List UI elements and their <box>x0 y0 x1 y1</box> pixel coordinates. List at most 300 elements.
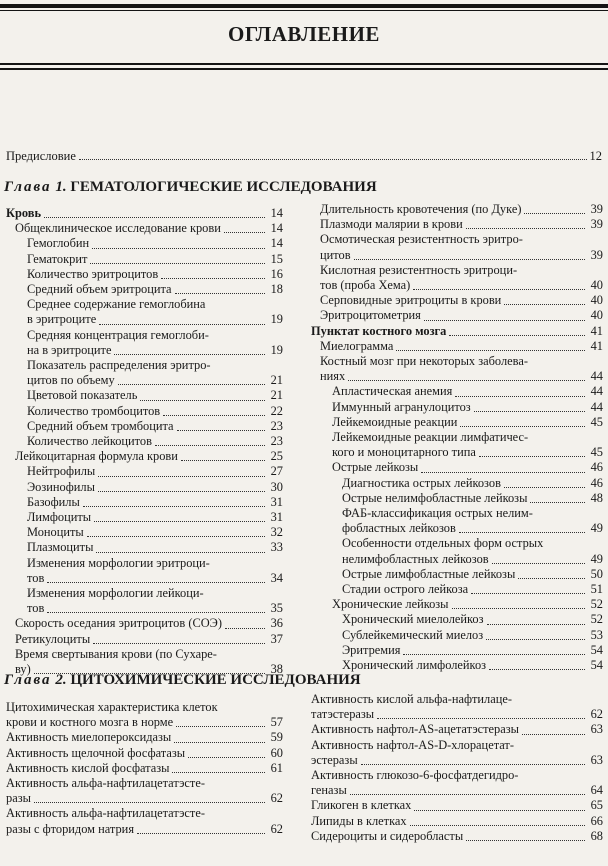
toc-entry-title: Активность альфа-нафтилацетатэсте- <box>6 806 205 821</box>
toc-entry[interactable] <box>311 552 603 567</box>
toc-entry-title: Кровь <box>6 206 42 220</box>
leader-dots <box>414 810 585 811</box>
toc-entry-title: ниях <box>320 369 346 384</box>
toc-entry-title: Средний объем эритроцита <box>27 282 172 297</box>
leader-dots <box>455 396 585 397</box>
toc-entry-page: 52 <box>590 597 603 612</box>
toc-entry-title: Пунктат костного мозга <box>311 323 447 338</box>
leader-dots <box>34 802 265 803</box>
leader-dots <box>474 411 585 412</box>
toc-entry-title: Осмотическая резистентность эритро- <box>320 232 523 247</box>
toc-entry-title: Моноциты <box>27 525 84 540</box>
toc-entry-page: 19 <box>270 312 283 327</box>
toc-entry[interactable] <box>311 768 603 783</box>
toc-entry[interactable] <box>6 282 283 297</box>
toc-entry[interactable] <box>6 746 283 761</box>
leader-dots <box>489 669 585 670</box>
toc-entry[interactable] <box>6 571 283 586</box>
toc-entry-page: 32 <box>270 525 283 540</box>
toc-entry[interactable] <box>6 404 283 419</box>
toc-entry-page: 40 <box>590 308 603 323</box>
toc-entry-page: 31 <box>270 494 283 509</box>
toc-entry-page: 60 <box>270 745 283 760</box>
toc-entry-page: 44 <box>590 369 603 384</box>
toc-entry-page: 63 <box>590 722 603 737</box>
toc-entry[interactable] <box>311 707 603 722</box>
toc-entry-title: Плазмоди малярии в крови <box>320 217 463 232</box>
toc-entry-page: 41 <box>590 338 603 353</box>
toc-entry-title: крови и костного мозга в норме <box>6 715 174 730</box>
toc-entry-page: 54 <box>590 658 603 673</box>
toc-entry-page: 51 <box>590 582 603 597</box>
toc-entry[interactable] <box>311 324 603 339</box>
leader-dots <box>466 228 585 229</box>
chapter-1-left-column <box>6 206 283 677</box>
toc-entry-title: тов <box>27 570 45 585</box>
leader-dots <box>350 794 585 795</box>
leader-dots <box>140 400 265 401</box>
leader-dots <box>94 521 265 522</box>
leader-dots <box>492 563 585 564</box>
leader-dots <box>459 532 585 533</box>
toc-entry-title: Диагностика острых лейкозов <box>342 475 501 490</box>
toc-entry[interactable] <box>6 525 283 540</box>
toc-entry-title: Кислотная резистентность эритроци- <box>320 262 518 277</box>
toc-entry-page: 23 <box>270 434 283 449</box>
toc-entry[interactable] <box>311 415 603 430</box>
toc-entry-title: тов (проба Хема) <box>320 278 411 293</box>
toc-entry-title: Сублейкемический миелоз <box>342 627 484 642</box>
toc-entry-page: 34 <box>270 570 283 585</box>
toc-entry[interactable] <box>311 202 603 217</box>
toc-entry[interactable] <box>6 312 283 327</box>
toc-entry-page: 64 <box>590 783 603 798</box>
toc-entry-page: 44 <box>590 384 603 399</box>
toc-entry-page: 45 <box>590 445 603 460</box>
page-title: ОГЛАВЛЕНИЕ <box>228 22 380 46</box>
leader-dots <box>47 582 265 583</box>
toc-entry[interactable] <box>311 506 603 521</box>
toc-entry-page: 50 <box>590 566 603 581</box>
toc-entry[interactable] <box>6 715 283 730</box>
toc-entry[interactable] <box>311 369 603 384</box>
toc-entry[interactable] <box>311 400 603 415</box>
toc-entry-page: 59 <box>270 730 283 745</box>
toc-entry-title: Липиды в клетках <box>311 813 407 828</box>
leader-dots <box>93 643 265 644</box>
toc-entry[interactable] <box>6 822 283 837</box>
toc-entry[interactable] <box>311 753 603 768</box>
toc-entry-title: разы с фторидом натрия <box>6 821 135 836</box>
toc-entry[interactable] <box>311 612 603 627</box>
toc-entry-title: Плазмоциты <box>27 540 94 555</box>
toc-entry-page: 53 <box>590 627 603 642</box>
leader-dots <box>524 213 585 214</box>
toc-entry[interactable] <box>311 536 603 551</box>
leader-dots <box>530 502 585 503</box>
toc-entry-page: 25 <box>270 449 283 464</box>
leader-dots <box>396 350 585 351</box>
toc-entry-title: Активность кислой фосфатазы <box>6 760 170 775</box>
leader-dots <box>98 491 265 492</box>
toc-entry-page: 57 <box>270 715 283 730</box>
leader-dots <box>174 742 265 743</box>
toc-entry[interactable] <box>311 814 603 829</box>
toc-entry-title: Стадии острого лейкоза <box>342 582 469 597</box>
toc-entry-title: Длительность кровотечения (по Дуке) <box>320 202 522 216</box>
toc-entry-title: тов <box>27 601 45 616</box>
toc-entry[interactable] <box>6 328 283 343</box>
toc-entry[interactable] <box>311 217 603 232</box>
toc-entry-title: Апластическая анемия <box>332 384 453 399</box>
leader-dots <box>424 320 585 321</box>
toc-entry-title: Острые лейкозы <box>332 460 419 475</box>
leader-dots <box>79 159 587 160</box>
toc-entry[interactable] <box>6 510 283 525</box>
toc-entry-title: Показатель распределения эритро- <box>27 358 211 373</box>
toc-entry-title: Лимфоциты <box>27 510 92 525</box>
toc-entry-page: 54 <box>590 642 603 657</box>
toc-entry-title: геназы <box>311 783 347 798</box>
toc-entry[interactable] <box>6 480 283 495</box>
leader-dots <box>181 460 265 461</box>
toc-entry-title: Активность миелопероксидазы <box>6 730 172 745</box>
leader-dots <box>361 764 585 765</box>
toc-entry-page: 48 <box>590 490 603 505</box>
toc-entry-page: 40 <box>590 278 603 293</box>
leader-dots <box>90 263 265 264</box>
toc-entry-title: в эритроците <box>27 312 97 327</box>
toc-entry[interactable] <box>6 388 283 403</box>
toc-entry[interactable] <box>6 806 283 821</box>
toc-entry-page: 45 <box>590 414 603 429</box>
toc-entry[interactable] <box>311 692 603 707</box>
toc-entry[interactable] <box>311 628 603 643</box>
toc-entry-page: 19 <box>270 342 283 357</box>
toc-entry-title: Хронический лимфолейкоз <box>342 658 487 673</box>
toc-entry-page: 49 <box>590 551 603 566</box>
toc-entry[interactable] <box>311 829 603 844</box>
toc-entry[interactable] <box>311 293 603 308</box>
toc-entry[interactable] <box>311 643 603 658</box>
toc-entry[interactable] <box>6 647 283 662</box>
toc-entry-title: ву) <box>15 662 31 677</box>
leader-dots <box>452 608 585 609</box>
toc-entry-title: Средняя концентрация гемоглоби- <box>27 327 209 342</box>
toc-entry[interactable] <box>6 556 283 571</box>
toc-entry-title: эстеразы <box>311 752 358 767</box>
toc-entry-title: Цветовой показатель <box>27 388 138 403</box>
toc-entry[interactable] <box>6 632 283 647</box>
toc-entry-preface[interactable] <box>6 149 602 164</box>
toc-entry[interactable] <box>6 358 283 373</box>
toc-entry-title: Активность кислой альфа-нафтилаце- <box>311 692 512 706</box>
toc-entry[interactable] <box>311 460 603 475</box>
toc-entry-page: 18 <box>270 282 283 297</box>
toc-entry-page: 12 <box>589 149 602 163</box>
leader-dots <box>176 726 265 727</box>
leader-dots <box>225 628 265 629</box>
chapter-2-heading <box>4 672 361 689</box>
leader-dots <box>421 472 585 473</box>
toc-entry[interactable] <box>6 791 283 806</box>
leader-dots <box>177 430 265 431</box>
toc-entry[interactable] <box>311 384 603 399</box>
toc-entry[interactable] <box>6 297 283 312</box>
toc-entry[interactable] <box>6 464 283 479</box>
chapter-number: 2. <box>55 672 67 688</box>
leader-dots <box>137 833 265 834</box>
toc-entry-title: Количество лейкоцитов <box>27 434 152 449</box>
leader-dots <box>87 536 265 537</box>
leader-dots <box>47 612 265 613</box>
toc-entry-page: 65 <box>590 798 603 813</box>
toc-entry[interactable] <box>311 339 603 354</box>
toc-entry[interactable] <box>6 495 283 510</box>
toc-entry[interactable] <box>311 722 603 737</box>
toc-entry-page: 39 <box>590 247 603 262</box>
top-rule-thin <box>0 10 608 11</box>
toc-entry-page: 40 <box>590 293 603 308</box>
leader-dots <box>449 335 585 336</box>
toc-entry[interactable] <box>6 586 283 601</box>
toc-entry[interactable] <box>311 582 603 597</box>
toc-entry[interactable] <box>6 449 283 464</box>
leader-dots <box>188 757 265 758</box>
toc-entry-title: Количество эритроцитов <box>27 266 159 281</box>
toc-entry-page: 49 <box>590 521 603 536</box>
chapter-1-heading <box>4 179 377 196</box>
toc-entry-page: 22 <box>270 403 283 418</box>
leader-dots <box>348 380 585 381</box>
toc-entry-page: 39 <box>590 217 603 232</box>
leader-dots <box>522 734 585 735</box>
toc-entry-page: 27 <box>270 464 283 479</box>
toc-entry-title: Хронические лейкозы <box>332 597 449 612</box>
toc-entry-page: 14 <box>270 236 283 251</box>
toc-entry[interactable] <box>6 601 283 616</box>
toc-entry[interactable] <box>311 354 603 369</box>
toc-entry-page: 44 <box>590 399 603 414</box>
toc-entry-title: Эозинофилы <box>27 479 95 494</box>
toc-entry-page: 21 <box>270 388 283 403</box>
toc-entry[interactable] <box>6 373 283 388</box>
toc-entry-title: Скорость оседания эритроцитов (СОЭ) <box>15 616 222 631</box>
toc-entry-title: Изменения морфологии лейкоци- <box>27 586 204 601</box>
leader-dots <box>354 259 585 260</box>
toc-entry[interactable] <box>311 263 603 278</box>
leader-dots <box>118 384 265 385</box>
toc-entry[interactable] <box>311 491 603 506</box>
toc-entry-title: Гематокрит <box>27 251 88 266</box>
toc-entry[interactable] <box>311 798 603 813</box>
leader-dots <box>403 654 585 655</box>
toc-entry-page: 39 <box>590 202 603 216</box>
leader-dots <box>44 217 265 218</box>
toc-entry-title: Костный мозг при некоторых заболева- <box>320 354 528 369</box>
toc-entry-title: кого и моноцитарного типа <box>332 445 476 460</box>
toc-entry-page: 31 <box>270 510 283 525</box>
toc-entry-page: 66 <box>590 813 603 828</box>
toc-entry[interactable] <box>6 236 283 251</box>
toc-entry-title: нелимфобластных лейкозов <box>342 551 489 566</box>
leader-dots <box>518 578 585 579</box>
chapter-title: ЦИТОХИМИЧЕСКИЕ ИССЛЕДОВАНИЯ <box>70 672 361 688</box>
toc-entry-title: Общеклиническое исследование крови <box>15 221 221 236</box>
toc-entry-title: Активность альфа-нафтилацетатэсте- <box>6 776 205 791</box>
toc-entry[interactable] <box>311 597 603 612</box>
toc-entry[interactable] <box>311 783 603 798</box>
toc-entry[interactable] <box>311 567 603 582</box>
leader-dots <box>83 506 265 507</box>
toc-entry-title: фобластных лейкозов <box>342 521 456 536</box>
leader-dots <box>377 718 585 719</box>
toc-entry[interactable] <box>6 343 283 358</box>
toc-entry-title: Среднее содержание гемоглобина <box>27 297 206 312</box>
leader-dots <box>413 289 585 290</box>
toc-entry-page: 35 <box>270 601 283 616</box>
toc-entry[interactable] <box>6 700 283 715</box>
top-rule-thick <box>0 4 608 8</box>
toc-entry-page: 68 <box>590 828 603 843</box>
toc-entry[interactable] <box>311 521 603 536</box>
leader-dots <box>460 426 585 427</box>
leader-dots <box>155 445 265 446</box>
toc-entry-page: 46 <box>590 460 603 475</box>
leader-dots <box>224 232 265 233</box>
toc-entry-title: Сидероциты и сидеробласты <box>311 828 464 843</box>
toc-entry-title: цитов по объему <box>27 373 115 388</box>
leader-dots <box>163 415 265 416</box>
toc-entry-title: Острые нелимфобластные лейкозы <box>342 490 528 505</box>
chapter-word: Глава <box>4 672 52 688</box>
chapter-2-right-column <box>311 692 603 844</box>
toc-entry-title: Количество тромбоцитов <box>27 403 161 418</box>
chapter-word: Глава <box>4 179 52 195</box>
toc-entry-page: 46 <box>590 475 603 490</box>
toc-entry-title: Эритремия <box>342 642 401 657</box>
toc-entry-title: Активность нафтол-AS-D-хлорацетат- <box>311 737 514 752</box>
toc-entry-title: Нейтрофилы <box>27 464 96 479</box>
toc-entry[interactable] <box>6 206 283 221</box>
toc-entry-title: Гликоген в клетках <box>311 798 412 813</box>
toc-entry-title: Средний объем тромбоцита <box>27 418 174 433</box>
toc-entry-page: 62 <box>270 791 283 806</box>
toc-entry-title: Базофилы <box>27 494 80 509</box>
toc-entry[interactable] <box>6 540 283 555</box>
leader-dots <box>486 639 585 640</box>
leader-dots <box>114 354 265 355</box>
toc-entry[interactable] <box>311 445 603 460</box>
toc-entry[interactable] <box>311 232 603 247</box>
toc-entry-page: 41 <box>590 323 603 338</box>
leader-dots <box>487 624 586 625</box>
toc-entry-title: Активность глюкозо-6-фосфатдегидро- <box>311 768 519 783</box>
leader-dots <box>479 456 585 457</box>
toc-entry-title: татэстеразы <box>311 707 375 722</box>
toc-entry-title: Предисловие <box>6 149 76 163</box>
toc-entry[interactable] <box>311 738 603 753</box>
toc-entry-title: Лейкемоидные реакции <box>332 414 458 429</box>
toc-entry[interactable] <box>311 476 603 491</box>
chapter-number: 1. <box>55 179 67 195</box>
leader-dots <box>172 772 265 773</box>
leader-dots <box>175 293 265 294</box>
toc-entry-title: Лейкоцитарная формула крови <box>15 449 178 464</box>
toc-entry-page: 52 <box>590 612 603 627</box>
toc-entry[interactable] <box>6 221 283 236</box>
toc-entry[interactable] <box>6 616 283 631</box>
leader-dots <box>96 552 265 553</box>
toc-entry-page: 33 <box>270 540 283 555</box>
toc-entry-title: Ретикулоциты <box>15 631 91 646</box>
toc-entry[interactable] <box>311 278 603 293</box>
toc-entry-title: Особенности отдельных форм острых <box>342 536 544 551</box>
toc-entry[interactable] <box>311 308 603 323</box>
toc-entry-page: 37 <box>270 631 283 646</box>
toc-entry-page: 61 <box>270 760 283 775</box>
toc-entry-page: 36 <box>270 616 283 631</box>
toc-entry-page: 63 <box>590 752 603 767</box>
toc-entry-page: 14 <box>270 221 283 236</box>
leader-dots <box>99 324 265 325</box>
toc-entry-page: 62 <box>270 821 283 836</box>
toc-entry-page: 15 <box>270 251 283 266</box>
toc-entry[interactable] <box>6 419 283 434</box>
toc-entry-title: Серповидные эритроциты в крови <box>320 293 502 308</box>
leader-dots <box>92 248 265 249</box>
toc-entry-title: на в эритроците <box>27 342 112 357</box>
chapter-2-left-column <box>6 700 283 837</box>
leader-dots <box>161 278 265 279</box>
toc-entry[interactable] <box>311 248 603 263</box>
toc-entry-page: 23 <box>270 418 283 433</box>
leader-dots <box>410 825 585 826</box>
toc-entry-title: Эритроцитометрия <box>320 308 421 323</box>
title-rule-lower <box>0 68 608 70</box>
toc-entry-title: Активность нафтол-AS-ацетатэстеразы <box>311 722 519 737</box>
toc-entry-title: Хронический миелолейкоз <box>342 612 484 627</box>
toc-entry[interactable] <box>6 252 283 267</box>
title-rule-upper <box>0 63 608 65</box>
toc-entry[interactable] <box>311 430 603 445</box>
toc-entry[interactable] <box>6 267 283 282</box>
toc-entry-title: Время свертывания крови (по Сухаре- <box>15 646 217 661</box>
leader-dots <box>466 840 585 841</box>
toc-entry-title: Острые лимфобластные лейкозы <box>342 566 516 581</box>
toc-entry[interactable] <box>6 434 283 449</box>
toc-entry-title: Гемоглобин <box>27 236 90 251</box>
toc-entry-title: Цитохимическая характеристика клеток <box>6 700 218 714</box>
toc-entry-title: Изменения морфологии эритроци- <box>27 555 210 570</box>
leader-dots <box>471 593 585 594</box>
toc-entry[interactable] <box>6 776 283 791</box>
toc-entry-title: Иммунный агранулоцитоз <box>332 399 471 414</box>
chapter-1-right-column <box>311 202 603 673</box>
toc-entry-page: 30 <box>270 479 283 494</box>
toc-entry-page: 21 <box>270 373 283 388</box>
toc-entry-title: Миелограмма <box>320 338 394 353</box>
toc-entry-title: Лейкемоидные реакции лимфатичес- <box>332 430 529 445</box>
toc-entry-page: 38 <box>270 662 283 677</box>
toc-entry[interactable] <box>6 730 283 745</box>
leader-dots <box>504 487 585 488</box>
toc-entry-page: 62 <box>590 707 603 722</box>
toc-entry-page: 14 <box>270 206 283 220</box>
toc-entry-title: ФАБ-классификация острых нелим- <box>342 506 533 521</box>
toc-entry-title: Активность щелочной фосфатазы <box>6 745 186 760</box>
toc-entry[interactable] <box>6 761 283 776</box>
